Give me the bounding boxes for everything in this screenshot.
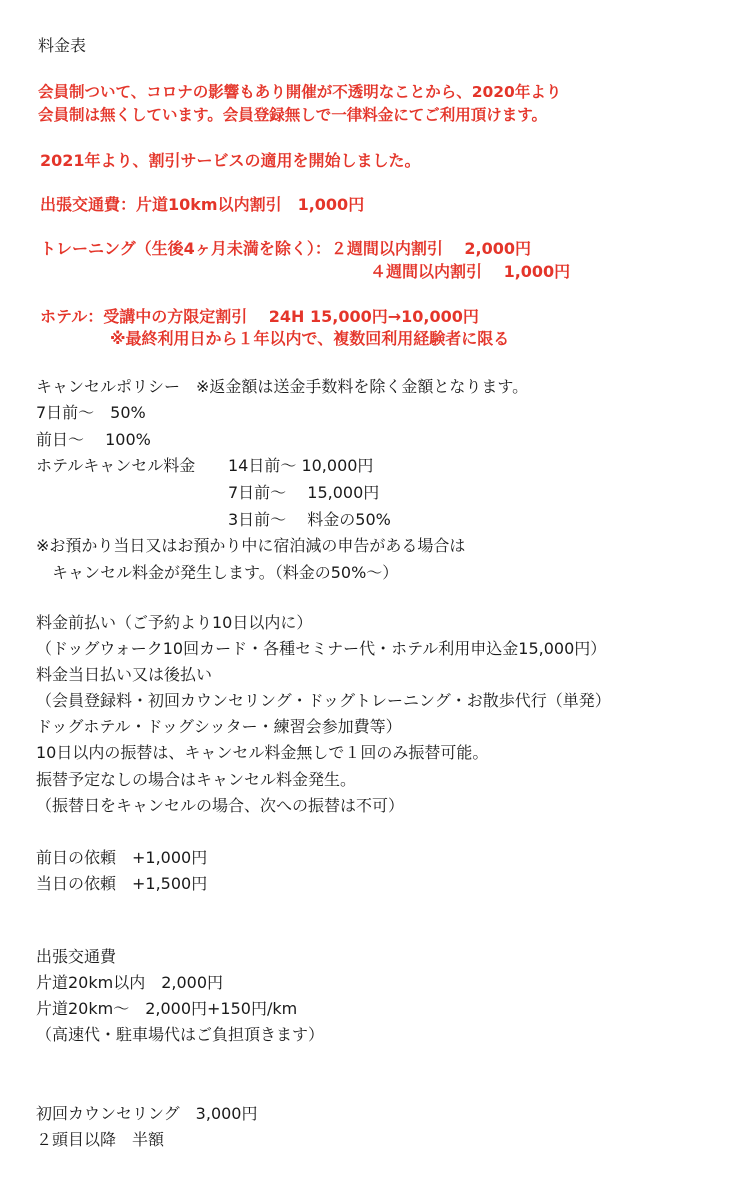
cancel-prev-day: 前日〜 100% <box>36 430 151 449</box>
travel-note: （高速代・駐車場代はご負担頂きます） <box>36 1025 325 1044</box>
hotel-cancel-7days: 7日前〜 15,000円 <box>228 483 380 502</box>
sameday-items-line1: （会員登録料・初回カウンセリング・ドッグトレーニング・お散歩代行（単発） <box>36 691 611 710</box>
transfer-line1: 10日以内の振替は、キャンセル料金無しで１回のみ振替可能。 <box>36 743 489 762</box>
prepay-items: （ドッグウォーク10回カード・各種セミナー代・ホテル利用申込金15,000円） <box>36 639 607 658</box>
training-discount-2weeks: トレーニング（生後4ヶ月未満を除く）：２週間以内割引 2,000円 <box>40 239 531 258</box>
cancel-policy-header: キャンセルポリシー ※返金額は送金手数料を除く金額となります。 <box>36 377 529 396</box>
transfer-line2: 振替予定なしの場合はキャンセル料金発生。 <box>36 770 357 789</box>
second-dog-discount: ２頭目以降 半額 <box>36 1130 165 1149</box>
title: 料金表 <box>38 36 87 55</box>
hotel-cancel-3days: 3日前〜 料金の50% <box>228 510 391 529</box>
prepay-header: 料金前払い（ご予約より10日以内に） <box>36 613 313 632</box>
travel-within-20km: 片道20km以内 2,000円 <box>36 973 224 992</box>
sameday-items-line2: ドッグホテル・ドッグシッター・練習会参加費等） <box>36 717 402 736</box>
hotel-cancel-label: ホテルキャンセル料金 <box>36 456 196 475</box>
prev-day-request: 前日の依頼 +1,000円 <box>36 848 208 867</box>
training-discount-4weeks: ４週間以内割引 1,000円 <box>370 262 571 281</box>
hotel-discount-note: ※最終利用日から１年以内で、複数回利用経験者に限る <box>110 329 510 348</box>
travel-over-20km: 片道20km〜 2,000円+150円/km <box>36 999 298 1018</box>
first-counseling: 初回カウンセリング 3,000円 <box>36 1104 258 1123</box>
travel-header: 出張交通費 <box>36 947 117 966</box>
transfer-line3: （振替日をキャンセルの場合、次への振替は不可） <box>36 796 405 815</box>
hotel-cancel-14days: 14日前〜 10,000円 <box>228 456 374 475</box>
cancel-7days: 7日前〜 50% <box>36 403 146 422</box>
cancel-note-line2: キャンセル料金が発生します。（料金の50%〜） <box>52 563 399 582</box>
hotel-discount: ホテル：受講中の方限定割引 24H 15,000円→10,000円 <box>40 307 479 326</box>
sameday-header: 料金当日払い又は後払い <box>36 665 213 684</box>
membership-notice-line1: 会員制ついて、コロナの影響もあり開催が不透明なことから、2020年より <box>38 83 562 101</box>
same-day-request: 当日の依頼 +1,500円 <box>36 874 208 893</box>
travel-discount: 出張交通費：片道10km以内割引 1,000円 <box>40 195 365 214</box>
membership-notice-line2: 会員制は無くしています。会員登録無しで一律料金にてご利用頂けます。 <box>38 106 548 124</box>
discount-start-notice: 2021年より、割引サービスの適用を開始しました。 <box>40 151 421 170</box>
cancel-note-line1: ※お預かり当日又はお預かり中に宿泊減の申告がある場合は <box>36 536 466 555</box>
